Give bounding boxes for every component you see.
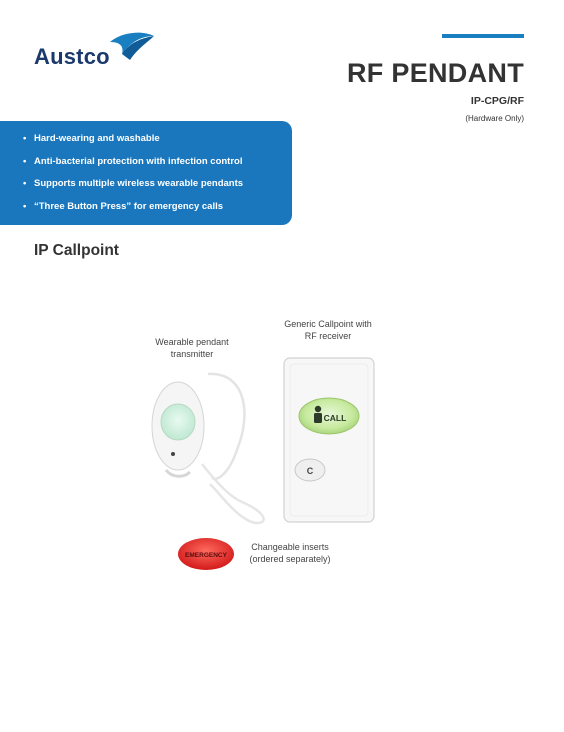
model-number: IP-CPG/RF [470,95,524,107]
pendant-caption-line1: Wearable pendant [155,337,229,347]
cancel-button-label: C [306,466,314,476]
inserts-caption-line1: Changeable inserts [251,542,329,552]
inserts-caption-line2: (ordered separately) [249,554,331,564]
page-title: RF PENDANT [347,58,524,88]
feature-item: • “Three Button Press” for emergency calls [34,201,292,212]
feature-panel [0,121,292,225]
person-icon [314,406,322,423]
austco-logo [34,30,154,72]
pendant-caption [132,336,252,360]
logo-swoosh-icon [108,30,156,62]
callpoint-caption-line2: RF receiver [304,331,352,341]
callpoint-caption-line1: Generic Callpoint with [284,319,372,329]
feature-item: • Anti-bacterial protection with infection control [34,156,292,167]
feature-item: • Hard-wearing and washable [34,133,292,144]
logo-wordmark: Austco [34,44,110,69]
inserts-caption [234,541,346,565]
section-heading: IP Callpoint [34,242,119,259]
pendant-caption-line2: transmitter [170,349,214,359]
feature-list [0,121,292,212]
call-button-label: CALL [323,413,347,423]
hardware-note: (Hardware Only) [465,114,524,123]
feature-item: • Supports multiple wireless wearable pendants [34,178,292,189]
emergency-insert-label: EMERGENCY [185,552,227,559]
header-accent-rule [442,34,524,38]
callpoint-caption [262,318,394,342]
